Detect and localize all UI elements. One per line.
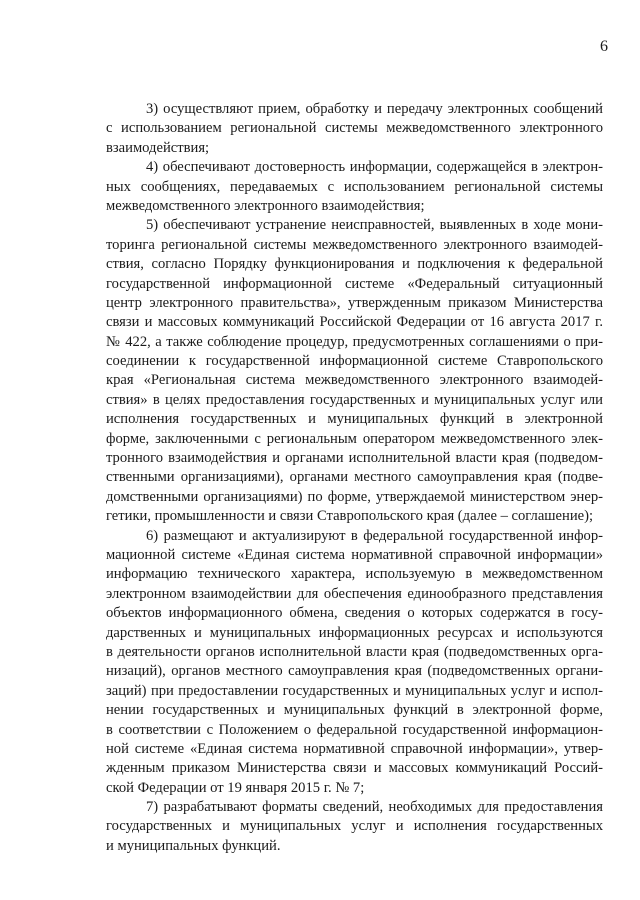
- text-line: с использованием региональной системы межведомственного электронного: [106, 120, 603, 137]
- page-number: 6: [600, 38, 608, 55]
- text-line: жденным приказом Министерства связи и массовых коммуникаций Россий-: [106, 760, 603, 777]
- text-line: 7) разрабатывают форматы сведений, необходимых для предоставления: [146, 799, 603, 816]
- text-line: 5) обеспечивают устранение неисправностей, выявленных в ходе мони-: [146, 217, 603, 234]
- text-line: форме, заключенными с региональным оператором межведомственного элек-: [106, 430, 603, 447]
- text-line: нении государственных и муниципальных функций в электронной форме,: [106, 702, 603, 719]
- text-line: домственными организациями) по форме, утверждаемой министерством энер-: [106, 488, 603, 505]
- text-line: ственными организациями), органами местного самоуправления края (подве-: [106, 469, 603, 486]
- paragraph-3: [106, 216, 603, 526]
- text-line: центр электронного правительства», утвержденным приказом Министерства: [106, 294, 603, 311]
- text-line: ной системе «Единая система нормативной справочной информации», утвер-: [106, 740, 603, 757]
- text-line: торинга региональной системы межведомственного электронного взаимодей-: [106, 236, 603, 253]
- text-line: заций) при предоставлении государственных и муниципальных услуг и испол-: [106, 682, 603, 699]
- text-line: гетики, промышленности и связи Ставропольского края (далее – соглашение);: [106, 508, 594, 525]
- text-line: ствия, согласно Порядку функционирования и подключения к федеральной: [106, 256, 603, 273]
- text-line: ской Федерации от 19 января 2015 г. № 7;: [106, 779, 365, 796]
- text-line: ных сообщениях, передаваемых с использованием региональной системы: [106, 178, 603, 195]
- text-line: в соответствии с Положением о федеральной государственной информацион-: [106, 721, 603, 738]
- text-line: государственных и муниципальных услуг и исполнения государственных: [106, 818, 603, 835]
- text-line: взаимодействия;: [106, 139, 210, 156]
- text-line: края «Региональная система межведомственного электронного взаимодей-: [106, 372, 603, 389]
- text-line: информацию технического характера, используемую в межведомственном: [106, 566, 603, 583]
- paragraph-1: [106, 100, 603, 158]
- text-line: 6) размещают и актуализируют в федеральной государственной инфор-: [146, 527, 603, 544]
- text-line: объектов информационного обмена, сведения о которых содержатся в госу-: [106, 605, 603, 622]
- text-line: 4) обеспечивают достоверность информации, содержащейся в электрон-: [146, 159, 603, 176]
- text-line: мационной системе «Единая система нормативной справочной информации»: [106, 546, 603, 563]
- document-body: [106, 100, 603, 856]
- text-line: межведомственного электронного взаимодействия;: [106, 197, 425, 214]
- text-line: низаций), органов местного самоуправления края (подведомственных органи-: [106, 663, 603, 680]
- paragraph-5: [106, 798, 603, 856]
- text-line: 3) осуществляют прием, обработку и передачу электронных сообщений: [146, 101, 603, 117]
- text-line: электронном взаимодействии для обеспечения единообразного представления: [106, 585, 603, 602]
- text-line: в деятельности органов исполнительной власти края (подведомственных орга-: [106, 643, 603, 660]
- text-line: № 422, а также соблюдение процедур, предусмотренных соглашениями о при-: [106, 333, 603, 350]
- text-line: тронного взаимодействия и органами исполнительной власти края (подведом-: [106, 450, 603, 467]
- text-line: дарственных и муниципальных информационных ресурсах и используются: [106, 624, 603, 641]
- text-line: ствия» в целях предоставления государственных и муниципальных услуг или: [106, 391, 603, 408]
- text-line: соединении к государственной информационной системе Ставропольского: [106, 353, 603, 370]
- paragraph-4: [106, 527, 603, 798]
- paragraph-2: [106, 158, 603, 216]
- text-line: исполнения государственных и муниципальных функций в электронной: [106, 411, 603, 428]
- text-line: и муниципальных функций.: [106, 837, 281, 854]
- text-line: государственной информационной системе «Федеральный ситуационный: [106, 275, 603, 292]
- text-line: связи и массовых коммуникаций Российской Федерации от 16 августа 2017 г.: [106, 314, 603, 331]
